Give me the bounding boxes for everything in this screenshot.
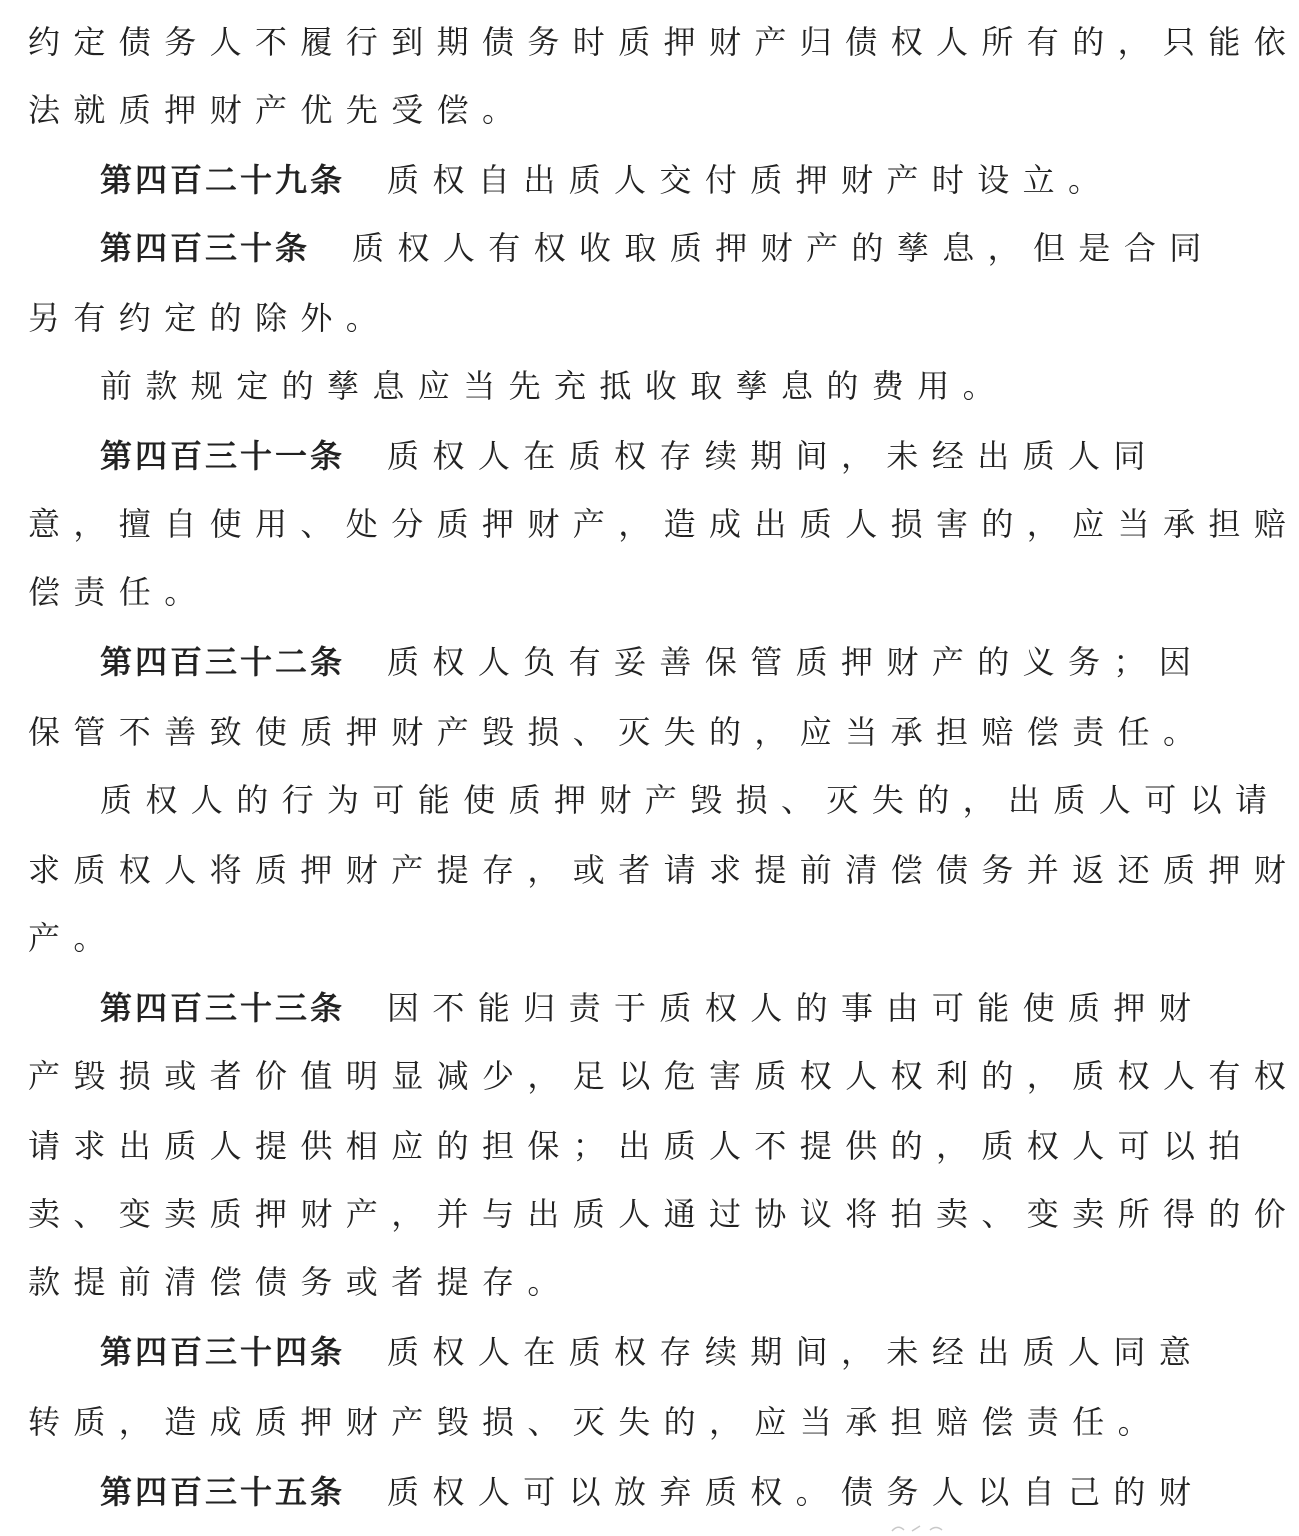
article-paragraph: 第四百二十九条 质权自出质人交付质押财产时设立。 [100, 161, 1114, 199]
text-line: 请求出质人提供相应的担保；出质人不提供的，质权人可以拍 [28, 1127, 1254, 1165]
text-line: 前款规定的孳息应当先充抵收取孳息的费用。 [100, 367, 1009, 405]
article-paragraph: 第四百三十四条 质权人在质权存续期间，未经出质人同意 [100, 1333, 1205, 1371]
text-line: 转质，造成质押财产毁损、灭失的，应当承担赔偿责任。 [28, 1403, 1164, 1441]
text-line: 款提前清偿债务或者提存。 [28, 1263, 573, 1301]
text-line: 约定债务人不履行到期债务时质押财产归债权人所有的，只能依 [28, 23, 1299, 61]
text-line: 另有约定的除外。 [28, 299, 392, 337]
text-line: 意，擅自使用、处分质押财产，造成出质人损害的，应当承担赔 [28, 505, 1299, 543]
article-number: 第四百三十五条 [100, 1473, 346, 1511]
article-paragraph: 第四百三十条 质权人有权收取质押财产的孳息，但是合同 [100, 229, 1215, 267]
article-number: 第四百三十四条 [100, 1333, 346, 1371]
article-number: 第四百三十一条 [100, 437, 346, 475]
text-line: 产毁损或者价值明显减少，足以危害质权人权利的，质权人有权 [28, 1057, 1299, 1095]
article-paragraph: 第四百三十二条 质权人负有妥善保管质押财产的义务；因 [100, 643, 1205, 681]
article-paragraph: 第四百三十五条 质权人可以放弃质权。债务人以自己的财 [100, 1473, 1205, 1511]
article-paragraph: 第四百三十一条 质权人在质权存续期间，未经出质人同 [100, 437, 1159, 475]
text-line: 偿责任。 [28, 573, 210, 611]
text-line: 法就质押财产优先受偿。 [28, 91, 528, 129]
text-line: 质权人的行为可能使质押财产毁损、灭失的，出质人可以请 [100, 781, 1281, 819]
article-number: 第四百三十二条 [100, 643, 346, 681]
text-line: 卖、变卖质押财产，并与出质人通过协议将拍卖、变卖所得的价 [28, 1195, 1299, 1233]
article-number: 第四百三十三条 [100, 989, 346, 1027]
article-number: 第四百三十条 [100, 229, 311, 267]
text-line: 保管不善致使质押财产毁损、灭失的，应当承担赔偿责任。 [28, 713, 1209, 751]
text-line: 求质权人将质押财产提存，或者请求提前清偿债务并返还质押财 [28, 851, 1299, 889]
watermark-fragment-icon [890, 1522, 1010, 1532]
article-number: 第四百二十九条 [100, 161, 346, 199]
article-paragraph: 第四百三十三条 因不能归责于质权人的事由可能使质押财 [100, 989, 1205, 1027]
text-line: 产。 [28, 919, 119, 957]
